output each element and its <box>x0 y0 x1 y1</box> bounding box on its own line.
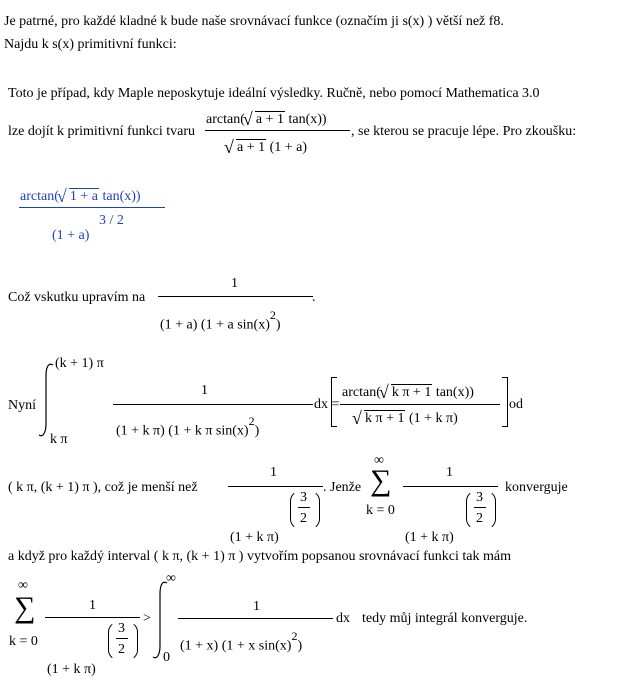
sum1-sigma-icon: ∑ <box>370 464 392 497</box>
f1-denominator: √ a + 1 (1 + a) <box>224 137 308 157</box>
result-numerator: arctan( √ k π + 1 tan(x)) <box>342 382 474 402</box>
interval-fraction2-bar <box>403 486 498 487</box>
jenze-text: . Jenže <box>323 480 362 495</box>
simplify-numerator: 1 <box>231 276 238 291</box>
simplify-text: Což vskutku upravím na <box>8 290 146 305</box>
integrand-numerator: 1 <box>201 383 208 398</box>
final-integral-upper: ∞ <box>166 571 176 586</box>
interval-fraction-bar <box>228 486 323 487</box>
interval-exp-den: 2 <box>300 511 307 526</box>
simplify-fraction-bar <box>158 296 313 297</box>
integral-lower-limit: k π <box>50 432 68 447</box>
integrand-fraction-bar <box>113 404 313 405</box>
result-denominator: √ k π + 1 (1 + k π) <box>352 408 458 428</box>
interval-exp2-num: 3 <box>476 490 483 505</box>
sum2-upper: ∞ <box>18 578 28 593</box>
f1-fraction-bar <box>205 130 350 131</box>
final-fraction-bar <box>45 617 140 618</box>
integrand-denominator: (1 + k π) (1 + k π $\sin(x)^2$) <box>116 414 260 439</box>
interval-frac2-denominator: (1 + k π) <box>405 530 454 545</box>
simplify-period: . <box>312 290 316 305</box>
maple-line-2-post: , se kterou se pracuje lépe. Pro zkoušku: <box>351 124 577 139</box>
intro-line-1: Je patrné, pro každé kladné k bude naše srovnávací funkce (označím ji s(x) ) větší než f8. <box>4 14 504 29</box>
greater-than: > <box>143 611 151 626</box>
integral-upper-limit: (k + 1) π <box>55 356 104 371</box>
check-fraction-bar <box>19 207 165 208</box>
interval-frac-denominator: (1 + k π) <box>230 530 279 545</box>
integral-label: Nyní <box>8 398 36 413</box>
final-exp-den: 2 <box>118 642 125 657</box>
maple-line-1: Toto je případ, kdy Maple neposkytuje ideální výsledky. Ručně, nebo pomocí Mathematica 3.0 <box>8 86 540 101</box>
interval-exp-num: 3 <box>300 490 307 505</box>
od-text: od <box>509 397 523 412</box>
check-exponent: 3 / 2 <box>99 213 124 228</box>
interval-exp-bar <box>298 507 310 508</box>
interval-exp2-bar <box>474 507 486 508</box>
final-integrand-numerator: 1 <box>253 599 260 614</box>
check-numerator: arctan( √ 1 + a tan(x)) <box>20 186 141 206</box>
left-bracket <box>331 377 337 427</box>
integral-sign-icon <box>38 362 58 438</box>
final-integrand-denominator: (1 + x) (1 + x $\sin(x)^2$) <box>180 629 303 654</box>
final-dx: dx <box>336 611 350 626</box>
interval-exp2-den: 2 <box>476 511 483 526</box>
final-tail-text: tedy můj integrál konverguje. <box>362 611 528 626</box>
final-exp-bar <box>116 638 128 639</box>
sum1-upper: ∞ <box>374 453 384 468</box>
konverguje-text: konverguje <box>505 480 568 495</box>
sum2-sigma-icon: ∑ <box>14 591 36 624</box>
simplify-denominator: (1 + a) (1 + a $\sin(x)^2$) <box>160 308 281 333</box>
maple-line-2-pre: lze dojít k primitivní funkci tvaru <box>8 124 196 139</box>
final-frac-numerator: 1 <box>89 598 96 613</box>
result-fraction-bar <box>340 404 500 405</box>
interval-text: ( k π, (k + 1) π ), což je menší než <box>8 480 198 495</box>
sum1-lower: k = 0 <box>366 503 395 518</box>
dx-equals: dx = <box>314 397 340 412</box>
final-frac-denominator: (1 + k π) <box>47 662 96 677</box>
right-bracket <box>502 377 508 427</box>
check-denominator: (1 + a) <box>52 228 90 243</box>
final-integral-sign-icon <box>152 580 172 660</box>
intro-line-2: Najdu k s(x) primitivní funkci: <box>4 37 177 52</box>
final-integrand-bar <box>178 618 333 619</box>
final-exp-num: 3 <box>118 621 125 636</box>
sum2-lower: k = 0 <box>9 634 38 649</box>
interval-frac2-numerator: 1 <box>446 465 453 480</box>
interval-frac-numerator: 1 <box>270 465 277 480</box>
and-text: a když pro každý interval ( k π, (k + 1) π ) vytvořím popsanou srovnávací funkci tak mám <box>8 549 511 564</box>
f1-numerator: arctan( √ a + 1 tan(x)) <box>206 109 327 129</box>
final-integral-lower: 0 <box>163 650 170 665</box>
